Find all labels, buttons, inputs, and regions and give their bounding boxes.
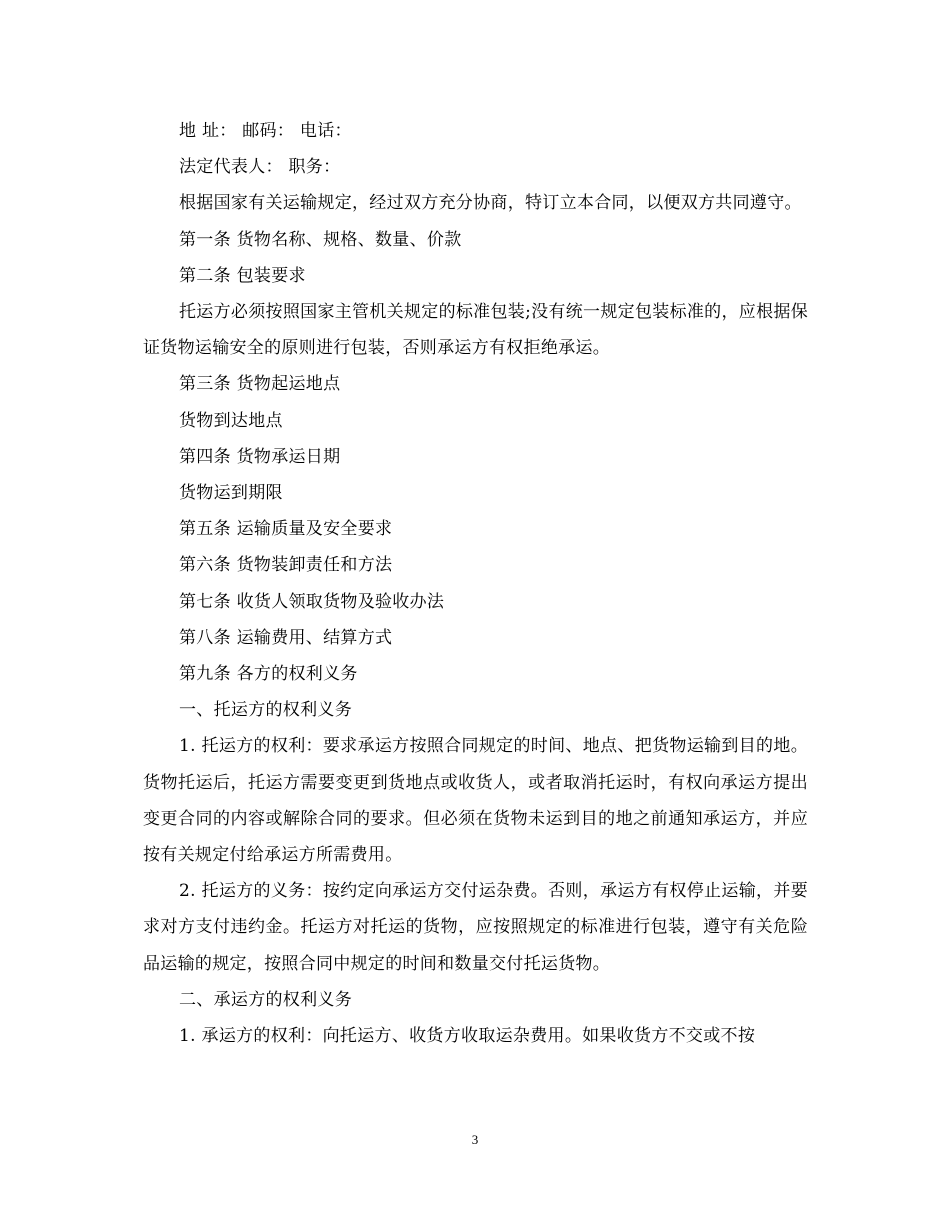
- page-number: 3: [471, 1132, 479, 1147]
- carrier-section-heading: 二、承运方的权利义务: [179, 989, 352, 1010]
- shipper-obligations-paragraph: 2. 托运方的义务：按约定向承运方交付运杂费。否则，承运方有权停止运输，并要求对方支付违约金。托运方对托运的货物，应按照规定的标准进行包装，遵守有关危险品运输的规定，按照合同中规定的时间和数量交付托运货物。: [143, 881, 808, 974]
- article-9-heading: 第九条 各方的权利义务: [179, 664, 358, 685]
- carrier-rights-paragraph: 1. 承运方的权利：向托运方、收货方收取运杂费用。如果收货方不交或不按: [179, 1026, 756, 1047]
- shipper-rights-paragraph: 1. 托运方的权利：要求承运方按照合同规定的时间、地点、把货物运输到目的地。货物托运后，托运方需要变更到货地点或收货人，或者取消托运时，有权向承运方提出变更合同的内容或解除合同的要求。但必须在货物未运到目的地之前通知承运方，并应按有关规定付给承运方所需费用。: [143, 736, 808, 866]
- article-3-heading: 第三条 货物起运地点: [179, 374, 341, 395]
- delivery-deadline-line: 货物运到期限: [179, 483, 283, 504]
- article-5-heading: 第五条 运输质量及安全要求: [179, 519, 393, 540]
- article-6-heading: 第六条 货物装卸责任和方法: [179, 555, 393, 576]
- article-2-heading: 第二条 包装要求: [179, 265, 306, 286]
- shipper-section-heading: 一、托运方的权利义务: [179, 700, 352, 721]
- legal-representative-line: 法定代表人： 职务：: [179, 157, 341, 178]
- destination-line: 货物到达地点: [179, 410, 283, 431]
- article-4-heading: 第四条 货物承运日期: [179, 446, 341, 467]
- packaging-paragraph: 托运方必须按照国家主管机关规定的标准包装;没有统一规定包装标准的，应根据保证货物运输安全的原则进行包装，否则承运方有权拒绝承运。: [143, 302, 808, 359]
- article-7-heading: 第七条 收货人领取货物及验收办法: [179, 591, 445, 612]
- address-line: 地 址： 邮码： 电话：: [179, 121, 352, 141]
- preamble-paragraph: 根据国家有关运输规定，经过双方充分协商，特订立本合同，以便双方共同遵守。: [179, 193, 802, 214]
- document-body: [143, 113, 808, 1054]
- article-1-heading: 第一条 货物名称、规格、数量、价款: [179, 229, 462, 250]
- article-8-heading: 第八条 运输费用、结算方式: [179, 627, 393, 648]
